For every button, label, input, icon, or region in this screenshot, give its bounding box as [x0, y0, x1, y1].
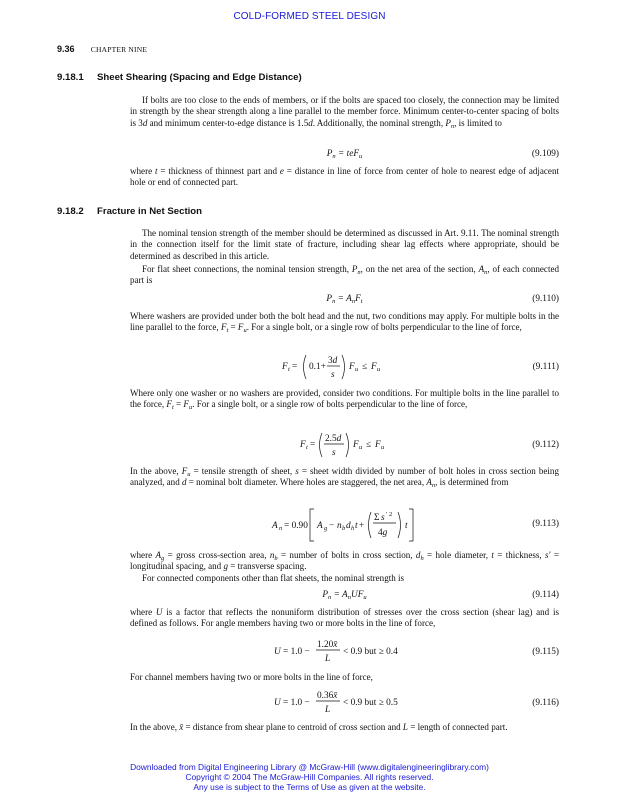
- svg-text:b: b: [342, 525, 346, 532]
- svg-text:u: u: [355, 366, 359, 373]
- equation-9-115: [130, 637, 559, 665]
- eq116-limits: < 0.9 but ≥ 0.5: [343, 698, 398, 708]
- section-heading-9-18-2: [57, 206, 202, 217]
- svg-text:+: +: [359, 521, 365, 531]
- svg-text:0.1+: 0.1+: [309, 362, 326, 372]
- footer-download-link[interactable]: Downloaded from Digital Engineering Library @ McGraw-Hill (www.digitalengineeringlibrary.com): [130, 762, 489, 772]
- svg-text:U: U: [274, 698, 281, 708]
- section-title: Sheet Shearing (Spacing and Edge Distance): [97, 72, 302, 83]
- svg-text:F: F: [353, 440, 359, 450]
- svg-text:F: F: [371, 362, 377, 372]
- svg-text:= 0.90: = 0.90: [284, 521, 308, 531]
- svg-text:F: F: [375, 440, 381, 450]
- paragraph-bolt-spacing: If bolts are too close to the ends of members, or if the bolts are spaced too closely, the connection may be limited in strength by the shear strength along a line parallel to the member force. Minimum center-to-center spacing of bolts is 3d and minimum center-to-edge distance is 1.5d. Additionally, the nominal strength, $P_n$, is limited to: [130, 95, 559, 130]
- equation-number: (9.116): [532, 698, 559, 708]
- svg-text:s: s: [331, 370, 335, 380]
- equation-9-109: $P_n = teF_u$ (9.109): [326, 149, 559, 160]
- svg-text:′ 2: ′ 2: [386, 511, 393, 518]
- section-title: Fracture in Net Section: [97, 206, 203, 217]
- svg-text:d: d: [346, 521, 351, 531]
- equation-9-113: [130, 506, 559, 544]
- svg-text:F: F: [300, 440, 306, 450]
- paragraph-washers-one: Where only one washer or no washers are provided, consider two conditions. For multiple bolts in the line parallel to the force, $F_t = F_u$. For a single bolt, or a single row of bolts perpendicular to the line of force,: [130, 388, 559, 412]
- svg-text:Σ: Σ: [374, 513, 380, 523]
- svg-text:3d: 3d: [328, 356, 338, 366]
- svg-text:A: A: [272, 521, 278, 531]
- svg-text:n: n: [279, 525, 283, 532]
- svg-text:g: g: [324, 525, 328, 532]
- svg-text:s: s: [381, 513, 385, 523]
- chapter-label: CHAPTER NINE: [90, 45, 148, 54]
- paragraph-channel-members: For channel members having two or more bolts in the line of force,: [130, 672, 373, 682]
- document-banner: COLD-FORMED STEEL DESIGN: [233, 11, 386, 22]
- paragraph-where-t: where t = thickness of thinnest part and e = distance in line of force from center of hole to nearest edge of adjacent hole or end of connected part.: [130, 166, 559, 188]
- svg-text:0.36x̄: 0.36x̄: [317, 691, 338, 701]
- page-number: 9.36: [57, 44, 75, 54]
- paragraph-centroid-distance: In the above, x̄ = distance from shear plane to centroid of cross section and L = length of connected part.: [130, 722, 508, 732]
- svg-text:t: t: [355, 521, 358, 531]
- equation-number: (9.113): [532, 519, 559, 529]
- svg-text:t: t: [306, 444, 308, 451]
- svg-text:s: s: [332, 448, 336, 458]
- svg-text:u: u: [381, 444, 385, 451]
- svg-text:≤: ≤: [362, 362, 368, 372]
- svg-text:L: L: [325, 705, 331, 715]
- svg-text:n: n: [337, 521, 342, 531]
- equation-9-112: [130, 430, 559, 460]
- svg-text:= 1.0 −: = 1.0 −: [283, 647, 310, 657]
- section-heading-9-18-1: [57, 72, 302, 83]
- paragraph-flat-sheet: For flat sheet connections, the nominal tension strength, $P_n$, on the net area of the section, $A_n$, of each connected part is: [130, 264, 560, 286]
- svg-text:1.20x̄: 1.20x̄: [317, 640, 338, 650]
- paragraph-shear-lag: where U is a factor that reflects the nonuniform distribution of stresses over the cross section (shear lag) and is defined as follows. For angle members having two or more bolts in the line of force,: [130, 607, 559, 629]
- paragraph-nominal-tension: The nominal tension strength of the member should be determined as discussed in Art. 9.11. The nominal strength in the connection itself for the limit state of fracture, including shear lag effects where appropriate, should be determined as described in this article.: [130, 228, 559, 261]
- svg-text:2.5d: 2.5d: [325, 434, 342, 444]
- eq115-limits: < 0.9 but ≥ 0.4: [343, 647, 398, 657]
- footer-copyright: Copyright © 2004 The McGraw-Hill Companies. All rights reserved.: [185, 772, 434, 783]
- equation-number: (9.109): [531, 149, 559, 159]
- paragraph-gross-area: where $A_g$ = gross cross-section area, $n_b$ = number of bolts in cross section, $d_h$ = hole diameter, t = thickness, s′ = longitudinal spacing, and g = transverse spacing.: [130, 550, 559, 572]
- footer-terms[interactable]: Any use is subject to the Terms of Use as given at the website.: [193, 782, 426, 793]
- section-number: 9.18.2: [57, 206, 84, 217]
- equation-9-110: $P_n = A_nF_t$ (9.110): [326, 294, 559, 305]
- svg-text:h: h: [351, 525, 355, 532]
- svg-text:L: L: [325, 654, 331, 664]
- section-number: 9.18.1: [57, 72, 84, 83]
- svg-text:4g: 4g: [378, 528, 388, 538]
- svg-text:t: t: [288, 366, 290, 373]
- svg-text:−: −: [329, 521, 335, 531]
- equation-9-111: [130, 352, 559, 382]
- eq115-coefficient: 1.20: [317, 640, 334, 650]
- equation-9-114: $P_n = A_nUF_u$ (9.114): [322, 590, 559, 601]
- svg-text:U: U: [274, 647, 281, 657]
- equation-number: (9.110): [532, 294, 559, 304]
- equation-number: (9.114): [532, 590, 559, 600]
- svg-text:t: t: [405, 521, 408, 531]
- svg-text:≤: ≤: [366, 440, 372, 450]
- paragraph-tensile-strength: In the above, $F_u$ = tensile strength of sheet, s = sheet width divided by number of bolt holes in cross section being analyzed, and d = nominal bolt diameter. Where holes are staggered, the net area, $A_n$, is determined from: [130, 466, 559, 490]
- svg-text:=: =: [310, 440, 316, 450]
- paragraph-connected-components: For connected components other than flat sheets, the nominal strength is: [142, 573, 405, 583]
- svg-text:u: u: [377, 366, 381, 373]
- svg-text:A: A: [317, 521, 323, 531]
- svg-text:= 1.0 −: = 1.0 −: [283, 698, 310, 708]
- svg-text:=: =: [292, 362, 298, 372]
- equation-number: (9.115): [532, 647, 559, 657]
- svg-text:F: F: [349, 362, 355, 372]
- equation-number: (9.112): [532, 440, 559, 450]
- svg-text:F: F: [282, 362, 288, 372]
- running-head: [57, 44, 147, 54]
- download-footer: [0, 762, 619, 793]
- eq116-coefficient: 0.36: [317, 691, 334, 701]
- paragraph-washers-both: Where washers are provided under both the bolt head and the nut, two conditions may apply. For multiple bolts in the line parallel to the force, $F_t = F_u$. For a single bolt, or a single row of bolts perpendicular to the line of force,: [130, 311, 559, 335]
- svg-text:u: u: [359, 444, 363, 451]
- equation-number: (9.111): [532, 362, 559, 372]
- equation-9-116: [130, 688, 559, 716]
